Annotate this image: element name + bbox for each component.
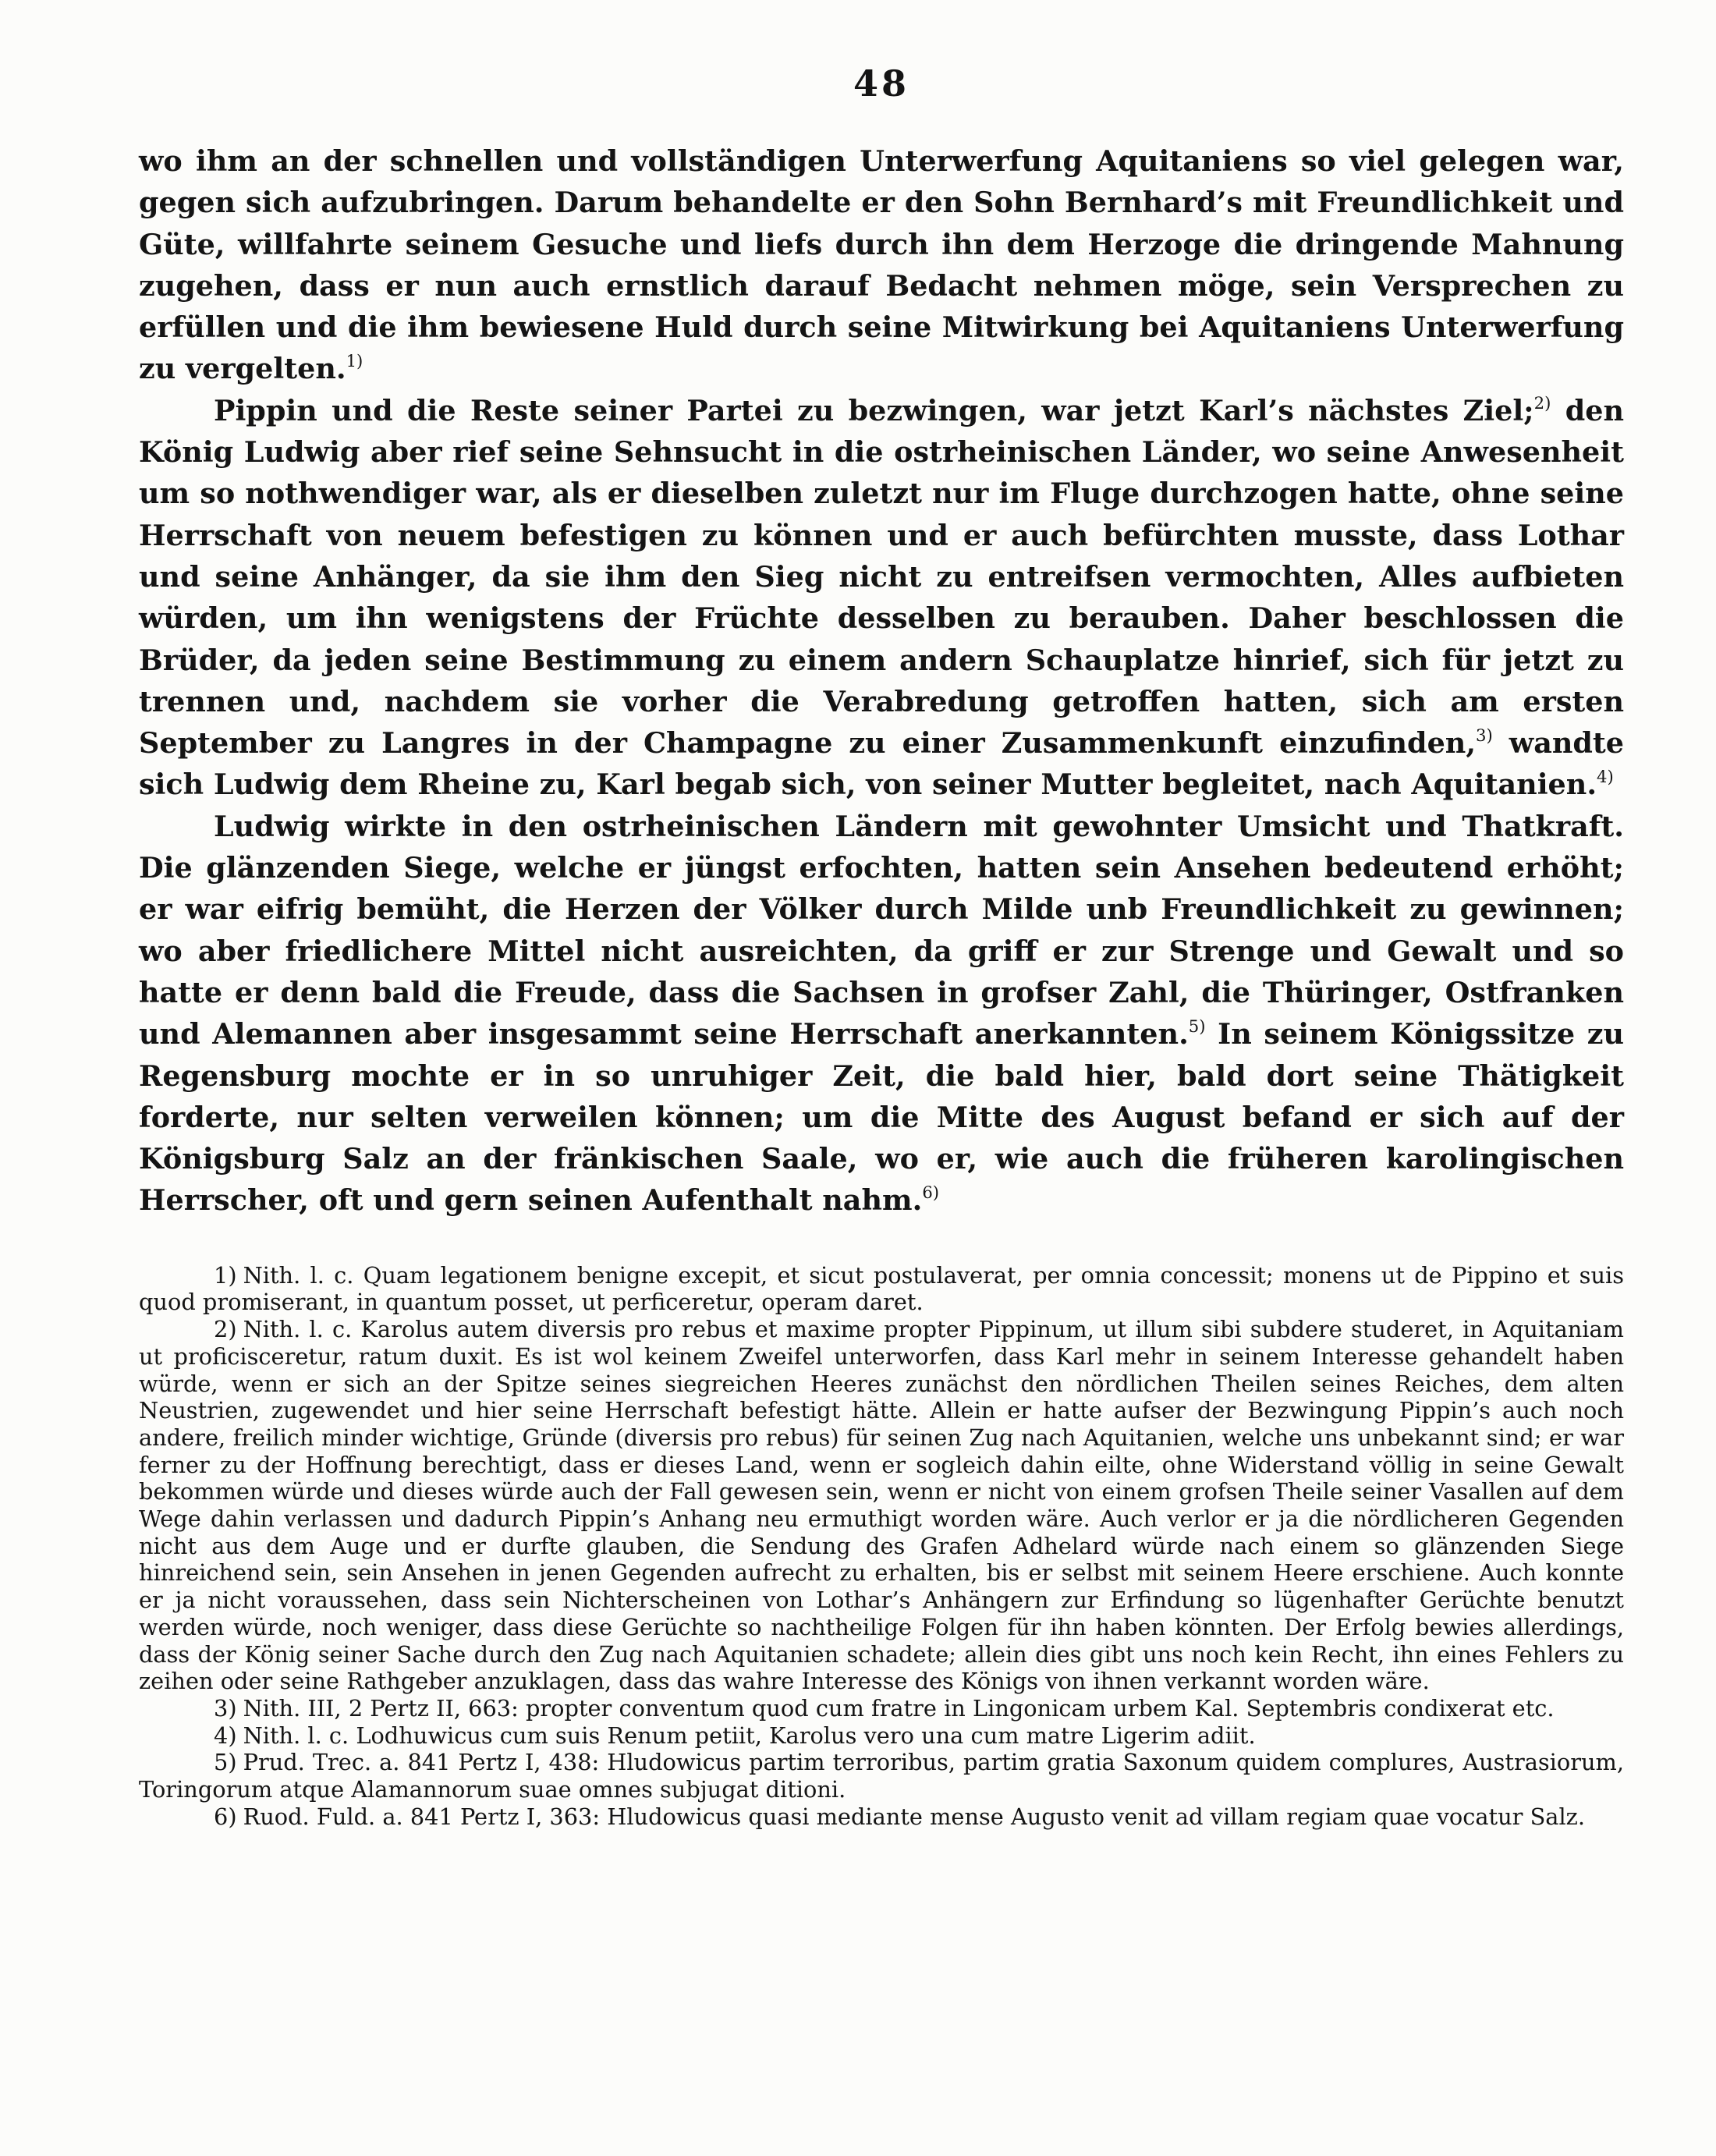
footnote-3 <box>139 1695 1624 1722</box>
footnote-text: Nith. l. c. Karolus autem diversis pro rebus et maxime propter Pippinum, ut illum sibi subdere studeret, in Aquitaniam ut proficisceretur, ratum duxit. Es ist wol keinem Zweifel unterworfen, dass Karl mehr in seinem Interesse gehandelt haben würde, wenn er sich an der Spitze seines siegreichen Heeres zunächst den nördlichen Theilen seines Reiches, dem alten Neustrien, zugewendet und hier seine Herrschaft befestigt hätte. Allein er hatte aufser der Bezwingung Pippin’s auch noch andere, freilich minder wichtige, Gründe (diversis pro rebus) für seinen Zug nach Aquitanien, welche uns unbekannt sind; er war ferner zu der Hoffnung berechtigt, dass er dieses Land, wenn er sogleich dahin eilte, ohne Widerstand völlig in seine Gewalt bekommen würde und dieses würde auch der Fall gewesen sein, wenn er nicht von einem grofsen Theile seiner Vasallen auf dem Wege dahin verlassen und dadurch Pippin’s Anhang neu ermuthigt worden wäre. Auch verlor er ja die nördlicheren Gegenden nicht aus dem Auge und er durfte glauben, die Sendung des Grafen Adhelard würde nach einem so glänzenden Siege hinreichend sein, sein Ansehen in jenen Gegenden aufrecht zu erhalten, bis er selbst mit seinem Heere erschiene. Auch konnte er ja nicht voraussehen, dass sein Nichterscheinen von Lothar’s Anhängern zur Erfindung so lügenhafter Gerüchte benutzt werden würde, noch weniger, dass diese Gerüchte so nachtheilige Folgen für ihn haben könnten. Der Erfolg bewies allerdings, dass der König seiner Sache durch den Zug nach Aquitanien schadete; allein dies gibt uns noch kein Recht, ihn eines Fehlers zu zeihen oder seine Rathgeber anzuklagen, dass das wahre Interesse des Königs von ihnen verkannt worden wäre. <box>139 1316 1624 1695</box>
paragraph-3-text-a: Ludwig wirkte in den ostrheinischen Ländern mit gewohnter Umsicht und Thatkraft. Die glänzenden Siege, welche er jüngst erfochten, hatten sein Ansehen bedeutend erhöht; er war eifrig bemüht, die Herzen der Völker durch Milde unb Freundlichkeit zu gewinnen; wo aber friedlichere Mittel nicht ausreichten, da griff er zur Strenge und Gewalt und so hatte er denn bald die Freude, dass die Sachsen in grofser Zahl, die Thüringer, Ostfranken und Alemannen aber insgesammt seine Herrschaft anerkannten. <box>139 809 1624 1051</box>
footnote-ref-1: 1) <box>346 351 363 371</box>
paragraph-2 <box>139 390 1624 806</box>
footnote-2 <box>139 1316 1624 1695</box>
footnote-number: 5) <box>214 1749 237 1776</box>
footnote-6 <box>139 1803 1624 1831</box>
footnote-text: Ruod. Fuld. a. 841 Pertz I, 363: Hludowicus quasi mediante mense Augusto venit ad villam regiam quae vocatur Salz. <box>243 1803 1586 1830</box>
footnote-number: 6) <box>214 1803 237 1830</box>
footnote-5 <box>139 1749 1624 1803</box>
footnote-number: 4) <box>214 1722 237 1749</box>
paragraph-3-text-b: In seinem Königssitze zu Regensburg mochte er in so unruhiger Zeit, die bald hier, bald dort seine Thätigkeit forderte, nur selten verweilen können; um die Mitte des August befand er sich auf der Königsburg Salz an der fränkischen Saale, wo er, wie auch die früheren karolingischen Herrscher, oft und gern seinen Aufenthalt nahm. <box>139 1017 1625 1218</box>
main-text <box>139 140 1624 1222</box>
paragraph-1-text: wo ihm an der schnellen und vollständigen Unterwerfung Aquitaniens so viel gelegen war, gegen sich aufzubringen. Darum behandelte er den Sohn Bernhard’s mit Freundlichkeit und Güte, willfahrte seinem Gesuche und liefs durch ihn dem Herzoge die dringende Mahnung zugehen, dass er nun auch ernstlich darauf Bedacht nehmen möge, sein Versprechen zu erfüllen und die ihm bewiesene Huld durch seine Mitwirkung bei Aquitaniens Unterwerfung zu vergelten. <box>139 144 1624 386</box>
footnote-number: 3) <box>214 1694 237 1722</box>
footnote-ref-5: 5) <box>1188 1016 1206 1037</box>
footnote-ref-2: 2) <box>1533 392 1551 413</box>
paragraph-2-text-a: Pippin und die Reste seiner Partei zu bezwingen, war jetzt Karl’s nächstes Ziel; <box>214 393 1534 427</box>
footnote-1 <box>139 1262 1624 1316</box>
footnote-ref-6: 6) <box>922 1183 940 1203</box>
paragraph-2-text-b: den König Ludwig aber rief seine Sehnsucht in die ostrheinischen Länder, wo seine Anwesenheit um so nothwendiger war, als er dieselben zuletzt nur im Fluge durchzogen hatte, ohne seine Herrschaft von neuem befestigen zu können und er auch befürchten musste, dass Lothar und seine Anhänger, da sie ihm den Sieg nicht zu entreifsen vermochten, Alles aufbieten würden, um ihn wenigstens der Früchte desselben zu berauben. Daher beschlossen die Brüder, da jeden seine Bestimmung zu einem andern Schauplatze hinrief, sich für jetzt zu trennen und, nachdem sie vorher die Verabredung getroffen hatten, sich am ersten September zu Langres in der Champagne zu einer Zusammenkunft einzufinden, <box>139 393 1624 761</box>
footnote-text: Nith. l. c. Lodhuwicus cum suis Renum petiit, Karolus vero una cum matre Ligerim adiit. <box>243 1722 1256 1749</box>
footnote-number: 2) <box>214 1316 237 1343</box>
footnote-text: Prud. Trec. a. 841 Pertz I, 438: Hludowicus partim terroribus, partim gratia Saxonum quidem complures, Austrasiorum, Toringorum atque Alamannorum suae omnes subjugat ditioni. <box>139 1749 1624 1803</box>
paragraph-3 <box>139 806 1624 1222</box>
footnote-text: Nith. III, 2 Pertz II, 663: propter conventum quod cum fratre in Lingonicam urbem Kal. Septembris condixerat etc. <box>243 1694 1555 1722</box>
footnote-ref-4: 4) <box>1597 767 1614 787</box>
page-number: 48 <box>853 62 909 105</box>
footnotes <box>139 1262 1624 1831</box>
footnote-text: Nith. l. c. Quam legationem benigne excepit, et sicut postulaverat, per omnia concessit; monens ut de Pippino et suis quod promiserant, in quantum posset, ut perficeretur, operam daret. <box>139 1261 1624 1316</box>
paragraph-2-text-c: wandte sich Ludwig dem Rheine zu, Karl begab sich, von seiner Mutter begleitet, nach Aquitanien. <box>139 726 1624 802</box>
footnote-ref-3: 3) <box>1476 725 1493 746</box>
paragraph-1 <box>139 140 1624 390</box>
footnote-number: 1) <box>214 1261 237 1289</box>
footnote-4 <box>139 1722 1624 1750</box>
